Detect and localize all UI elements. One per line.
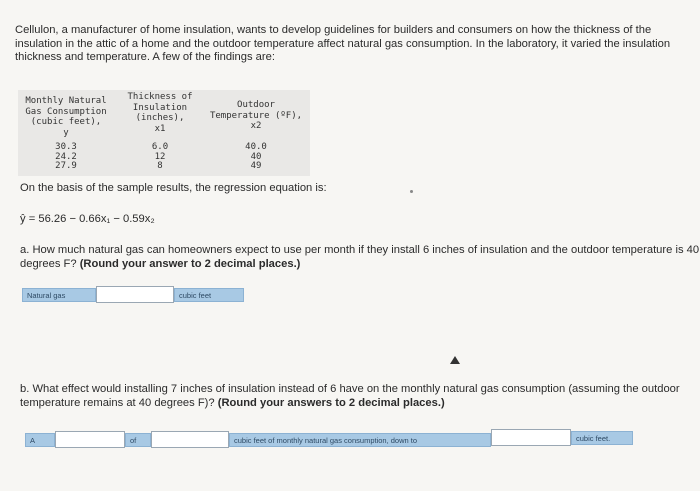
header-insulation: Thickness of Insulation (inches), x1	[127, 92, 193, 134]
answer-b-direction-input[interactable]	[55, 431, 125, 448]
header-temperature: Outdoor Temperature (ºF), x2	[209, 100, 303, 131]
header-gas-consumption: Monthly Natural Gas Consumption (cubic feet), y	[25, 96, 107, 138]
consumption-down-to-label: cubic feet of monthly natural gas consumption, down to	[229, 433, 491, 447]
question-b-text: b. What effect would installing 7 inches of insulation instead of 6 have on the monthly natural gas consumption (assuming the outdoor temperature remains at 40 degrees F)?	[20, 383, 680, 409]
table-cell: 40	[250, 151, 262, 162]
table-cell: 8	[157, 161, 163, 171]
cubic-feet-end-label: cubic feet.	[571, 431, 633, 445]
cubic-feet-label: cubic feet	[174, 288, 244, 302]
question-a-text: a. How much natural gas can homeowners expect to use per month if they install 6 inches of insulation and the outdoor temperature is 40 degrees F?	[20, 244, 700, 270]
basis-text: On the basis of the sample results, the regression equation is:	[20, 182, 327, 194]
table-cell: 40.0	[245, 142, 267, 152]
table-cell: 6.0	[151, 142, 169, 152]
question-b-instruction: (Round your answers to 2 decimal places.)	[217, 396, 445, 409]
answer-b-change-input[interactable]	[151, 431, 229, 448]
column-insulation	[135, 143, 185, 172]
column-gas-consumption	[36, 143, 96, 172]
natural-gas-input[interactable]	[96, 286, 174, 303]
question-a	[20, 244, 700, 271]
question-a-instruction: (Round your answer to 2 decimal places.)	[79, 257, 301, 270]
table-cell: 12	[154, 151, 166, 162]
findings-table	[18, 90, 310, 176]
table-cell: 24.2	[55, 151, 77, 162]
column-temperature	[226, 143, 286, 172]
decorative-dot	[410, 190, 413, 193]
question-b	[20, 383, 700, 410]
problem-intro: Cellulon, a manufacturer of home insulation, wants to develop guidelines for builders and consumers on how the thickness of the insulation in the attic of a home and the outdoor temperature affect natural gas consumption. In the laboratory, it varied the insulation thickness and temperature. A few of the findings are:	[15, 24, 671, 63]
answer-b-result-input[interactable]	[491, 429, 571, 446]
of-label: of	[125, 433, 151, 447]
table-cell: 27.9	[55, 161, 77, 171]
natural-gas-label: Natural gas	[22, 288, 96, 302]
cursor-pointer-icon	[450, 356, 460, 364]
regression-equation: ŷ = 56.26 − 0.66x₁ − 0.59x₂	[20, 213, 155, 225]
table-cell: 30.3	[55, 142, 77, 152]
table-cell: 49	[250, 161, 262, 171]
answer-b-label: A	[25, 433, 55, 447]
